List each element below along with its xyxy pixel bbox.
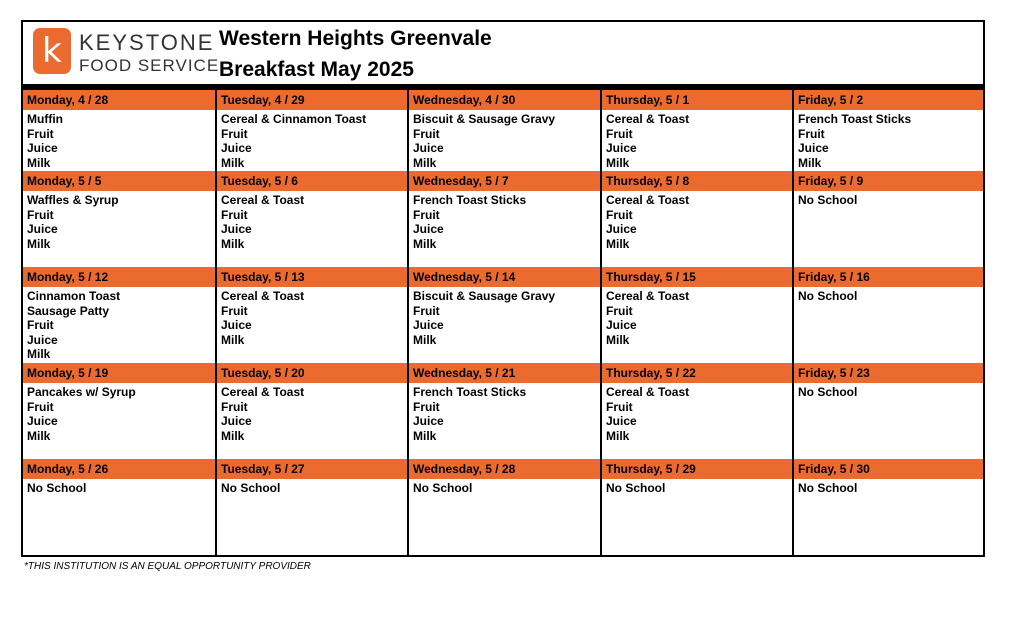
menu-item: No School	[27, 481, 87, 495]
day-cell	[792, 267, 983, 363]
menu-item: Cereal & Toast	[606, 112, 690, 126]
menu-item: No School	[606, 481, 666, 495]
menu-item: Juice	[221, 222, 252, 237]
logo-mark-icon	[33, 28, 71, 74]
menu-item: Juice	[27, 332, 58, 347]
menu-item: Fruit	[27, 126, 54, 141]
day-header: Friday, 5 / 16	[794, 267, 983, 287]
menu-item: Milk	[413, 155, 437, 170]
day-cell	[792, 459, 983, 555]
day-header: Wednesday, 5 / 28	[409, 459, 600, 479]
day-header: Monday, 5 / 12	[23, 267, 215, 287]
menu-items	[217, 287, 407, 347]
day-cell	[23, 171, 215, 267]
day-header: Thursday, 5 / 29	[602, 459, 792, 479]
day-cell	[215, 267, 407, 363]
logo-name: KEYSTONE	[79, 30, 215, 55]
menu-item: Fruit	[798, 126, 825, 141]
day-cell	[215, 459, 407, 555]
menu-items	[23, 191, 215, 251]
menu-item: Fruit	[606, 126, 633, 141]
menu-item: Juice	[221, 141, 252, 156]
menu-item: Fruit	[606, 399, 633, 414]
menu-items	[794, 191, 983, 208]
menu-item: Milk	[606, 155, 630, 170]
menu-item: Fruit	[413, 207, 440, 222]
menu-items	[409, 191, 600, 251]
day-header: Monday, 5 / 19	[23, 363, 215, 383]
logo-subtitle: FOOD SERVICE	[79, 56, 220, 75]
menu-items	[23, 110, 215, 170]
day-cell	[215, 363, 407, 459]
menu-frame	[21, 20, 985, 557]
menu-item: Cereal & Toast	[221, 193, 305, 207]
menu-item: Milk	[413, 236, 437, 251]
day-header: Wednesday, 4 / 30	[409, 90, 600, 110]
day-cell	[600, 171, 792, 267]
week-row	[23, 459, 983, 555]
menu-title: Breakfast May 2025	[219, 58, 414, 81]
day-header: Tuesday, 5 / 27	[217, 459, 407, 479]
menu-item: Milk	[606, 332, 630, 347]
menu-items	[794, 110, 983, 170]
menu-item: Milk	[606, 236, 630, 251]
menu-item: Biscuit & Sausage Gravy	[413, 289, 556, 303]
menu-item: Milk	[221, 236, 245, 251]
menu-item: Cereal & Toast	[606, 385, 690, 399]
menu-item: Juice	[221, 318, 252, 333]
menu-item: French Toast Sticks	[413, 385, 527, 399]
menu-items	[602, 479, 792, 496]
week-row	[23, 90, 983, 171]
menu-item: Fruit	[606, 303, 633, 318]
menu-items	[217, 191, 407, 251]
day-cell	[407, 459, 600, 555]
day-cell	[600, 363, 792, 459]
week-row	[23, 363, 983, 459]
menu-items	[23, 383, 215, 443]
day-cell	[407, 90, 600, 171]
day-header: Wednesday, 5 / 21	[409, 363, 600, 383]
menu-item: No School	[798, 481, 858, 495]
menu-item: Juice	[413, 141, 444, 156]
day-header: Thursday, 5 / 15	[602, 267, 792, 287]
menu-item: French Toast Sticks	[413, 193, 527, 207]
menu-items	[217, 383, 407, 443]
menu-item: Fruit	[27, 207, 54, 222]
menu-item: Juice	[27, 141, 58, 156]
menu-item: No School	[798, 289, 858, 303]
menu-item: Sausage Patty	[27, 303, 110, 318]
menu-item: Milk	[27, 155, 51, 170]
menu-item: French Toast Sticks	[798, 112, 912, 126]
menu-item: Juice	[798, 141, 829, 156]
menu-item: Fruit	[27, 399, 54, 414]
day-header: Friday, 5 / 2	[794, 90, 983, 110]
menu-item: Fruit	[221, 399, 248, 414]
day-header: Thursday, 5 / 8	[602, 171, 792, 191]
menu-item: Juice	[27, 414, 58, 429]
menu-item: Cereal & Cinnamon Toast	[221, 112, 367, 126]
menu-items	[409, 110, 600, 170]
menu-header	[23, 22, 983, 86]
menu-items	[602, 383, 792, 443]
menu-item: Cinnamon Toast	[27, 289, 121, 303]
day-header: Friday, 5 / 23	[794, 363, 983, 383]
menu-items	[409, 287, 600, 347]
menu-items	[794, 287, 983, 304]
menu-item: No School	[413, 481, 473, 495]
day-cell	[407, 363, 600, 459]
menu-item: Biscuit & Sausage Gravy	[413, 112, 556, 126]
day-header: Friday, 5 / 9	[794, 171, 983, 191]
day-header: Monday, 5 / 26	[23, 459, 215, 479]
menu-item: Juice	[606, 222, 637, 237]
day-header: Friday, 5 / 30	[794, 459, 983, 479]
menu-item: Milk	[798, 155, 822, 170]
menu-item: Juice	[413, 414, 444, 429]
menu-item: Cereal & Toast	[606, 193, 690, 207]
menu-item: Cereal & Toast	[221, 289, 305, 303]
menu-item: Juice	[27, 222, 58, 237]
menu-item: Milk	[27, 428, 51, 443]
menu-items	[23, 287, 215, 362]
menu-item: Juice	[606, 141, 637, 156]
menu-items	[217, 479, 407, 496]
menu-item: Juice	[413, 318, 444, 333]
week-row	[23, 171, 983, 267]
menu-item: No School	[798, 193, 858, 207]
day-header: Wednesday, 5 / 7	[409, 171, 600, 191]
logo-mark-letter: k	[42, 31, 62, 71]
menu-item: Juice	[221, 414, 252, 429]
menu-items	[23, 479, 215, 496]
menu-item: Milk	[221, 155, 245, 170]
menu-item: Milk	[606, 428, 630, 443]
menu-item: Fruit	[221, 126, 248, 141]
menu-item: Fruit	[27, 318, 54, 333]
day-header: Tuesday, 5 / 6	[217, 171, 407, 191]
menu-item: Waffles & Syrup	[27, 193, 119, 207]
day-cell	[23, 459, 215, 555]
day-cell	[600, 90, 792, 171]
menu-item: Milk	[221, 332, 245, 347]
menu-item: Milk	[413, 332, 437, 347]
menu-item: Milk	[27, 347, 51, 362]
day-cell	[600, 459, 792, 555]
menu-item: Milk	[27, 236, 51, 251]
menu-item: Juice	[413, 222, 444, 237]
menu-items	[602, 110, 792, 170]
day-header: Monday, 4 / 28	[23, 90, 215, 110]
day-cell	[792, 90, 983, 171]
menu-item: Milk	[221, 428, 245, 443]
menu-item: Fruit	[413, 399, 440, 414]
school-title: Western Heights Greenvale	[219, 27, 492, 50]
day-cell	[792, 171, 983, 267]
menu-item: Fruit	[413, 303, 440, 318]
day-cell	[407, 267, 600, 363]
day-header: Tuesday, 5 / 20	[217, 363, 407, 383]
menu-item: Fruit	[221, 207, 248, 222]
menu-item: Fruit	[413, 126, 440, 141]
menu-items	[794, 383, 983, 400]
day-header: Wednesday, 5 / 14	[409, 267, 600, 287]
menu-item: Fruit	[606, 207, 633, 222]
day-header: Tuesday, 5 / 13	[217, 267, 407, 287]
menu-item: Juice	[606, 318, 637, 333]
day-header: Tuesday, 4 / 29	[217, 90, 407, 110]
menu-items	[409, 383, 600, 443]
day-cell	[792, 363, 983, 459]
menu-items	[602, 287, 792, 347]
menu-items	[602, 191, 792, 251]
day-cell	[23, 267, 215, 363]
day-cell	[215, 171, 407, 267]
day-cell	[23, 363, 215, 459]
menu-item: Muffin	[27, 112, 63, 126]
day-cell	[215, 90, 407, 171]
menu-calendar-grid	[23, 90, 983, 555]
day-cell	[23, 90, 215, 171]
menu-item: Juice	[606, 414, 637, 429]
menu-items	[217, 110, 407, 170]
week-row	[23, 267, 983, 363]
day-cell	[407, 171, 600, 267]
menu-items	[409, 479, 600, 496]
menu-item: No School	[798, 385, 858, 399]
menu-item: Cereal & Toast	[221, 385, 305, 399]
equal-opportunity-notice: *THIS INSTITUTION IS AN EQUAL OPPORTUNITY PROVIDER	[24, 561, 311, 572]
keystone-logo	[33, 28, 219, 80]
day-header: Monday, 5 / 5	[23, 171, 215, 191]
menu-items	[794, 479, 983, 496]
menu-item: Fruit	[221, 303, 248, 318]
menu-item: Pancakes w/ Syrup	[27, 385, 136, 399]
menu-item: Milk	[413, 428, 437, 443]
menu-item: No School	[221, 481, 281, 495]
day-cell	[600, 267, 792, 363]
menu-item: Cereal & Toast	[606, 289, 690, 303]
day-header: Thursday, 5 / 1	[602, 90, 792, 110]
day-header: Thursday, 5 / 22	[602, 363, 792, 383]
